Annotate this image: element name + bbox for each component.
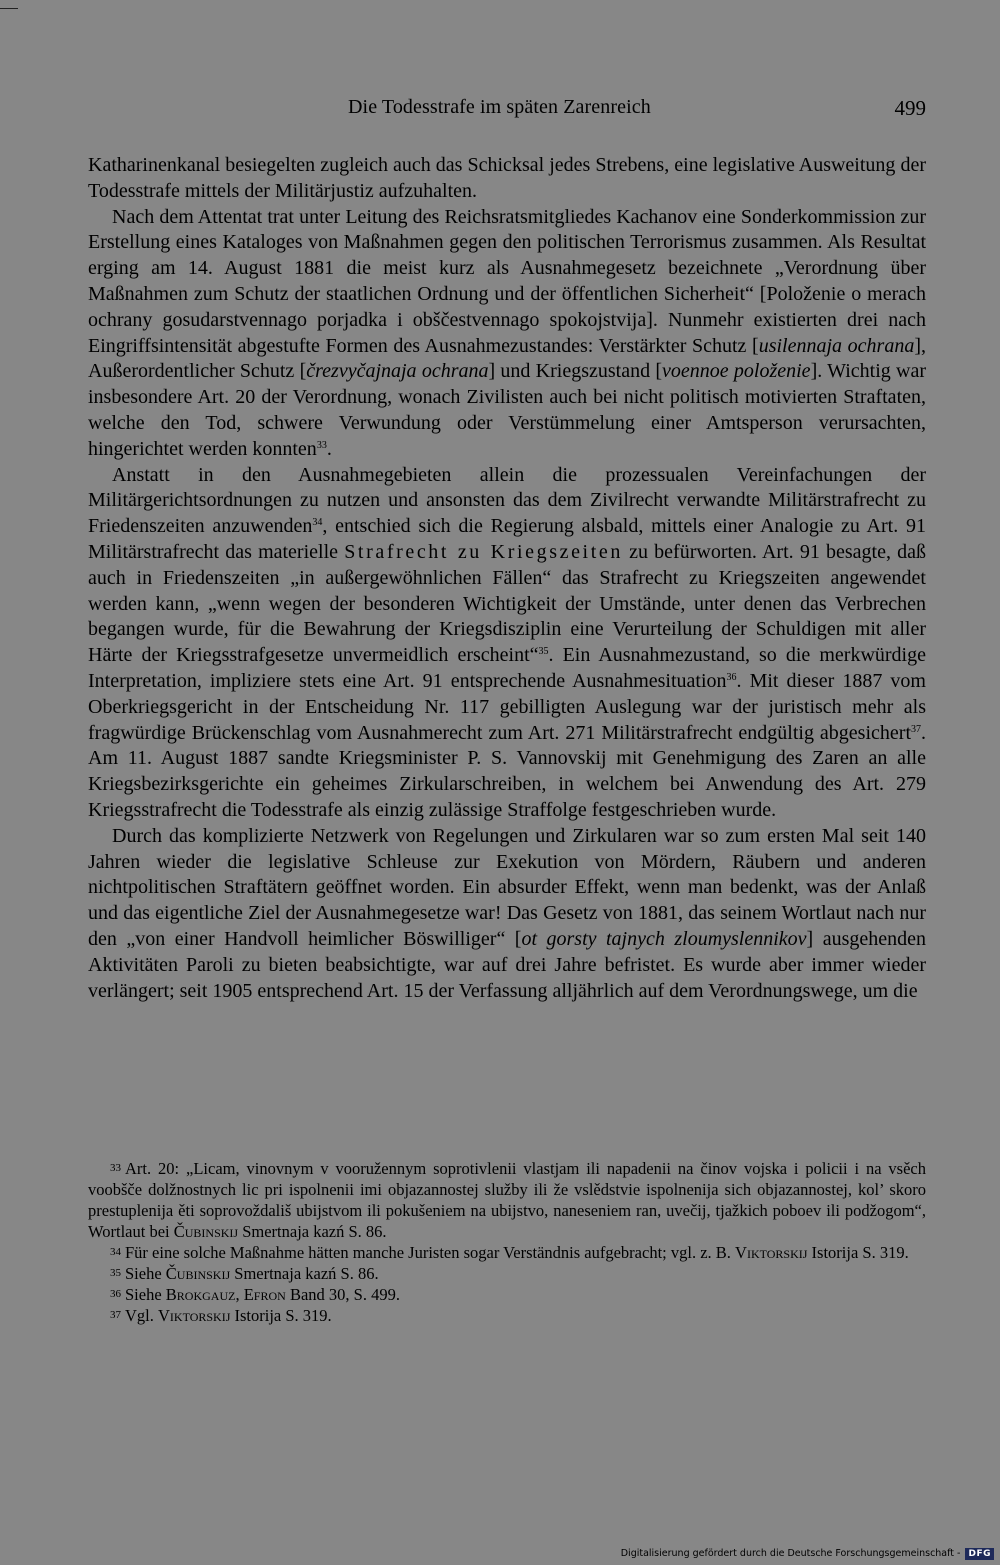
italic-term-gorsty: ot gorsty tajnych zloumyslennikov <box>521 927 807 950</box>
paragraph-4-text-b: ] ausgehenden Aktivitäten Paroli zu bieten beabsichtigte, war auf drei Jahre befristet. Es wurde aber immer wieder verlängert; seit 1905 entsprechend Art. 15 der Verfassung alljährlich auf dem Verordnungswege, um die <box>88 927 926 1002</box>
footnote-36 <box>88 1284 926 1305</box>
footnote-number: 36 <box>110 1288 121 1300</box>
footnote-33 <box>88 1158 926 1242</box>
paragraph-3-text-a: Anstatt in den Ausnahmegebieten allein die prozessualen Vereinfachungen der Militärgerichtsordnungen zu nutzen und ansonsten das dem Zivilrecht verwandte Militärstrafrecht zu Friedenszeiten anzuwenden <box>88 463 926 538</box>
paragraph-3-text-c: zu befürworten. Art. 91 besagte, daß auch in Friedenszeiten „in außergewöhnlichen Fällen“ das Strafrecht zu Kriegszeiten angewendet werden kann, „wenn wegen der besonderen Wichtigkeit der Umstände, unter denen das Verbrechen begangen wurde, für die Bewahrung der Kriegsdisziplin eine Verurteilung der Schuldigen mit aller Härte der Kriegsstrafgesetze unvermeidlich erscheint“ <box>88 540 927 667</box>
footnote-ref-36[interactable]: 36 <box>726 671 737 683</box>
paragraph-2 <box>88 205 926 463</box>
spaced-emphasis: Strafrecht zu Kriegszeiten <box>344 540 623 563</box>
footnote-tail: Smertnaja kazń S. 86. <box>238 1222 387 1241</box>
footnote-author: Viktorskij <box>158 1306 231 1325</box>
dfg-logo-icon: DFG <box>965 1548 994 1560</box>
paragraph-3-text-e: . Mit dieser 1887 vom Oberkriegsgericht in der Entscheidung Nr. 117 gebilligten Auslegung war der juristisch mehr als fragwürdige Brückenschlag vom Ausnahmerecht zum Art. 271 Militärstrafrecht endgültig abgesichert <box>88 669 926 744</box>
footnote-text: Für eine solche Maßnahme hätten manche Juristen sogar Verständnis aufgebracht; vgl. z. B. <box>125 1243 736 1262</box>
footnotes <box>88 1158 926 1326</box>
footnote-author: Viktorskij <box>735 1243 808 1262</box>
italic-term-crezvycajnaja: črezvyčajnaja ochrana <box>306 360 489 383</box>
paragraph-2-text-c: ] und Kriegszustand [ <box>488 360 663 383</box>
paragraph-4-text-a: Durch das komplizierte Netzwerk von Regelungen und Zirkularen war so zum ersten Mal seit 140 Jahren wieder die legislative Schleuse zur Exekution von Mördern, Räubern und anderen nichtpolitischen Straftätern geöffnet worden. Ein absurder Effekt, wenn man bedenkt, was der Anlaß und das eigentliche Ziel der Ausnahmegesetze war! Das Gesetz von 1881, das seinem Wortlaut nach nur den „von einer Handvoll heimlicher Böswilliger“ [ <box>88 824 926 950</box>
paragraph-3-text-d: . Ein Ausnahmezustand, so die merkwürdige Interpretation, impliziere stets eine Art. 91 entsprechende Ausnahmesituation <box>88 644 926 692</box>
paragraph-2-text-b: ], Außerordentlicher Schutz [ <box>88 334 926 383</box>
paragraph-1 <box>88 153 926 205</box>
footnote-ref-37[interactable]: 37 <box>911 723 921 735</box>
paragraph-1-text: Katharinenkanal besiegelten zugleich auch das Schicksal jedes Strebens, eine legislative Ausweitung der Todesstrafe mittels der Militärjustiz aufzuhalten. <box>88 154 926 202</box>
paragraph-3-text-f: . Am 11. August 1887 sandte Kriegsminister P. S. Vannovskij mit Genehmigung des Zaren an alle Kriegsbezirksgerichte ein geheimes Zirkularschreiben, in welchem bei Anwendung des Art. 279 Kriegsstrafrecht die Todesstrafe als einzig zulässige Straffolge festgeschrieben wurde. <box>88 721 926 821</box>
footnote-text: Siehe <box>125 1285 166 1304</box>
footnote-ref-34[interactable]: 34 <box>312 517 323 529</box>
footnote-author: Čubinskij <box>173 1222 239 1241</box>
footnote-37 <box>88 1305 926 1326</box>
footnote-ref-33[interactable]: 33 <box>316 439 327 451</box>
footnote-author: Brokgauz, Efron <box>165 1285 286 1304</box>
paragraph-2-text-d: ]. Wichtig war insbesondere Art. 20 der Verordnung, wonach Zivilisten auch bei nicht politisch motivierten Straftaten, welche den Tod, schwere Verwundung oder Verstümmelung einer Amtsperson verursachten, hingerichtet werden konnten <box>88 360 926 460</box>
italic-term-voennoe: voennoe položenie <box>662 360 811 383</box>
footnote-ref-35[interactable]: 35 <box>538 646 549 658</box>
footnote-tail: Istorija S. 319. <box>807 1243 909 1262</box>
footnote-34 <box>88 1242 926 1263</box>
footnote-number: 33 <box>110 1162 121 1174</box>
page-number: 499 <box>894 96 926 120</box>
running-title: Die Todesstrafe im späten Zarenreich <box>348 96 651 118</box>
main-text <box>88 153 926 1004</box>
digitization-credit <box>607 1546 994 1561</box>
footnote-number: 37 <box>110 1309 121 1321</box>
paragraph-4 <box>88 824 926 1005</box>
footnote-text: Vgl. <box>125 1306 158 1325</box>
footnote-number: 35 <box>110 1267 121 1279</box>
scan-corner-mark <box>0 8 18 9</box>
paragraph-2-text-e: . <box>326 437 332 460</box>
footnote-text: Siehe <box>125 1264 166 1283</box>
footnote-author: Čubinskij <box>165 1264 231 1283</box>
paragraph-3 <box>88 463 926 824</box>
footnote-tail: Smertnaja kazń S. 86. <box>230 1264 379 1283</box>
footnote-tail: Istorija S. 319. <box>230 1306 332 1325</box>
footnote-number: 34 <box>110 1246 121 1258</box>
paragraph-3-text-b: , entschied sich die Regierung alsbald, mittels einer Analogie zu Art. 91 Militärstrafrecht das materielle <box>88 515 926 563</box>
footnote-tail: Band 30, S. 499. <box>285 1285 400 1304</box>
footnote-text: Art. 20: „Licam, vinovnym v vooružennym soprotivlenii vlastjam ili napadenii na činov vojska i policii i na vsěch voobšče dolžnostnych lic pri ispolnenii imi objazannostej služby ili že vslědstvie ispolnenija sich objazannostej, kol’ skoro prestuplenija ěti soprovoždališ ubijstvom ili pokušeniem na ubijstvo, naneseniem ran, uvečij, tjažkich poboev ili podžogom“, Wortlaut bei <box>88 1159 926 1241</box>
paragraph-2-text-a: Nach dem Attentat trat unter Leitung des Reichsratsmitgliedes Kachanov eine Sonderkommission zur Erstellung eines Kataloges von Maßnahmen gegen den politischen Terrorismus zusammen. Als Resultat erging am 14. August 1881 die meist kurz als Ausnahmegesetz bezeichnete „Verordnung über Maßnahmen zum Schutz der staatlichen Ordnung und der öffentlichen Sicherheit“ [Položenie o merach ochrany gosudarstvennago porjadka i obščestvennago spokojstvija]. Nunmehr existierten drei nach Eingriffsintensität abgestufte Formen des Ausnahmezustandes: Verstärkter Schutz [ <box>88 205 926 357</box>
credit-text: Digitalisierung gefördert durch die Deutsche Forschungsgemeinschaft - <box>620 1548 961 1559</box>
footnote-35 <box>88 1263 926 1284</box>
running-head <box>88 96 926 126</box>
italic-term-usilennaja: usilennaja ochrana <box>758 334 915 357</box>
